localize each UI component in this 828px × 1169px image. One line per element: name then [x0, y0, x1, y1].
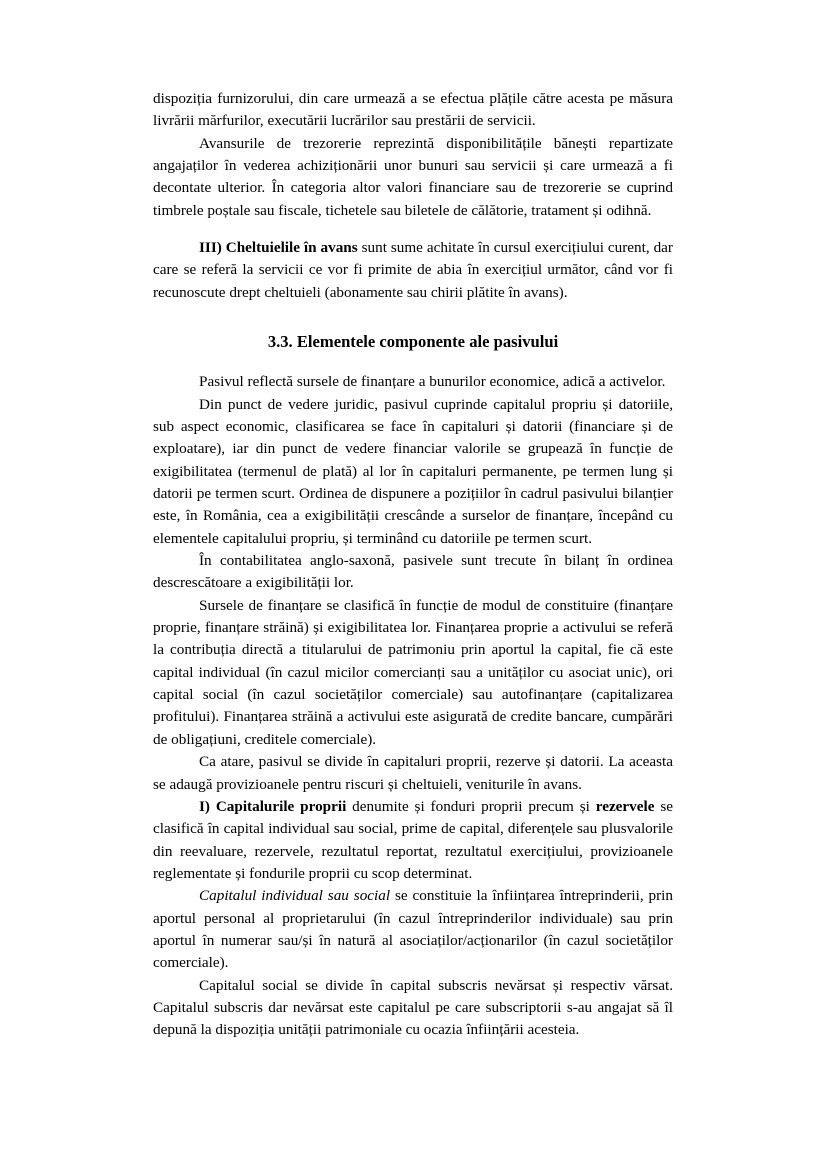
- paragraph-capitaluri-proprii: I) Capitalurile proprii denumite și fonduri proprii precum și rezervele se clasifică în capital individual sau social, prime de capital, diferențele sau plusvalorile din reevaluare, rezervele, rezultatul reportat, rezultatul exercițiului, provizioanele reglementate și fondurile proprii cu scop determinat.: [153, 797, 673, 882]
- paragraph-dispozitia: dispoziția furnizorului, din care urmează a se efectua plățile către acesta pe măsura livrării mărfurilor, executării lucrărilor sau prestării de servicii.: [153, 90, 673, 130]
- paragraph-ca-atare: Ca atare, pasivul se divide în capitaluri proprii, rezerve și datorii. La aceasta se adaugă provizioanele pentru riscuri și cheltuieli, veniturile în avans.: [153, 753, 673, 793]
- paragraph-surse-finantare: Sursele de finanțare se clasifică în funcție de modul de constituire (finanțare proprie, finanțare străină) și exigibilitatea lor. Finanțarea proprie a activului se referă la contribuția directă a titularului de patrimoniu prin aportul la capital, fie că este capital individual (în cazul micilor comercianți sau a unităților cu asociat unic), ori capital social (în cazul societăților comerciale) sau autofinanțare (capitalizarea profitului). Finanțarea străină a activului este asigurată de credite bancare, cumpărări de obligațiuni, creditele comerciale).: [153, 596, 673, 748]
- page-title: 3.3. Elementele componente ale pasivului: [267, 332, 559, 352]
- paragraph-pasivul-reflecta: Pasivul reflectă sursele de finanțare a bunurilor economice, adică a activelor.: [199, 373, 666, 391]
- paragraph-contabilitate-anglo-saxona: În contabilitatea anglo-saxonă, pasivele sunt trecute în bilanț în ordinea descrescătoare a exigibilității lor.: [153, 552, 673, 592]
- document-body: [153, 88, 673, 1042]
- paragraph-capital-social-divide: Capitalul social se divide în capital subscris nevărsat și respectiv vărsat. Capitalul subscris dar nevărsat este capitalul pe care subscriptorii s-au angajat să îl depună la dispoziția unității patrimoniale cu ocazia înființării acesteia.: [153, 976, 673, 1039]
- paragraph-capital-individual-social: Capitalul individual sau social se constituie la înființarea întreprinderii, prin aportul personal al proprietarului (în cazul întreprinderilor individuale) sau prin aportul în numerar sau/și în natură al asociaților/acționarilor (în cazul societăților comerciale).: [153, 887, 673, 972]
- paragraph-cheltuieli-in-avans: III) Cheltuielile în avans sunt sume achitate în cursul exercițiului curent, dar care se referă la servicii ce vor fi primite de abia în exercițiul următor, când vor fi recunoscute drept cheltuieli (abonamente sau chirii plătite în avans).: [153, 239, 673, 301]
- paragraph-avansuri-trezorerie: Avansurile de trezorerie reprezintă disponibilitățile bănești repartizate angajaților în vederea achiziționării unor bunuri sau servicii și care urmează a fi decontate ulterior. În categoria altor valori financiare sau de trezorerie se cuprind timbrele poștale sau fiscale, tichetele sau biletele de călătorie, tratament și odihnă.: [153, 134, 673, 219]
- paragraph-punct-vedere-juridic: Din punct de vedere juridic, pasivul cuprinde capitalul propriu și datoriile, sub aspect economic, clasificarea se face în capitaluri și datorii (financiare și de exploatare), iar din punct de vedere financiar valorile se grupează în funcție de exigibilitatea (termenul de plată) al lor în capitaluri permanente, pe termen lung și datorii pe termen scurt. Ordinea de dispunere a pozițiilor în cadrul pasivului bilanțier este, în România, cea a exigibilității crescânde a surselor de finanțare, începând cu elementele capitalului propriu, și terminând cu datoriile pe termen scurt.: [153, 395, 673, 547]
